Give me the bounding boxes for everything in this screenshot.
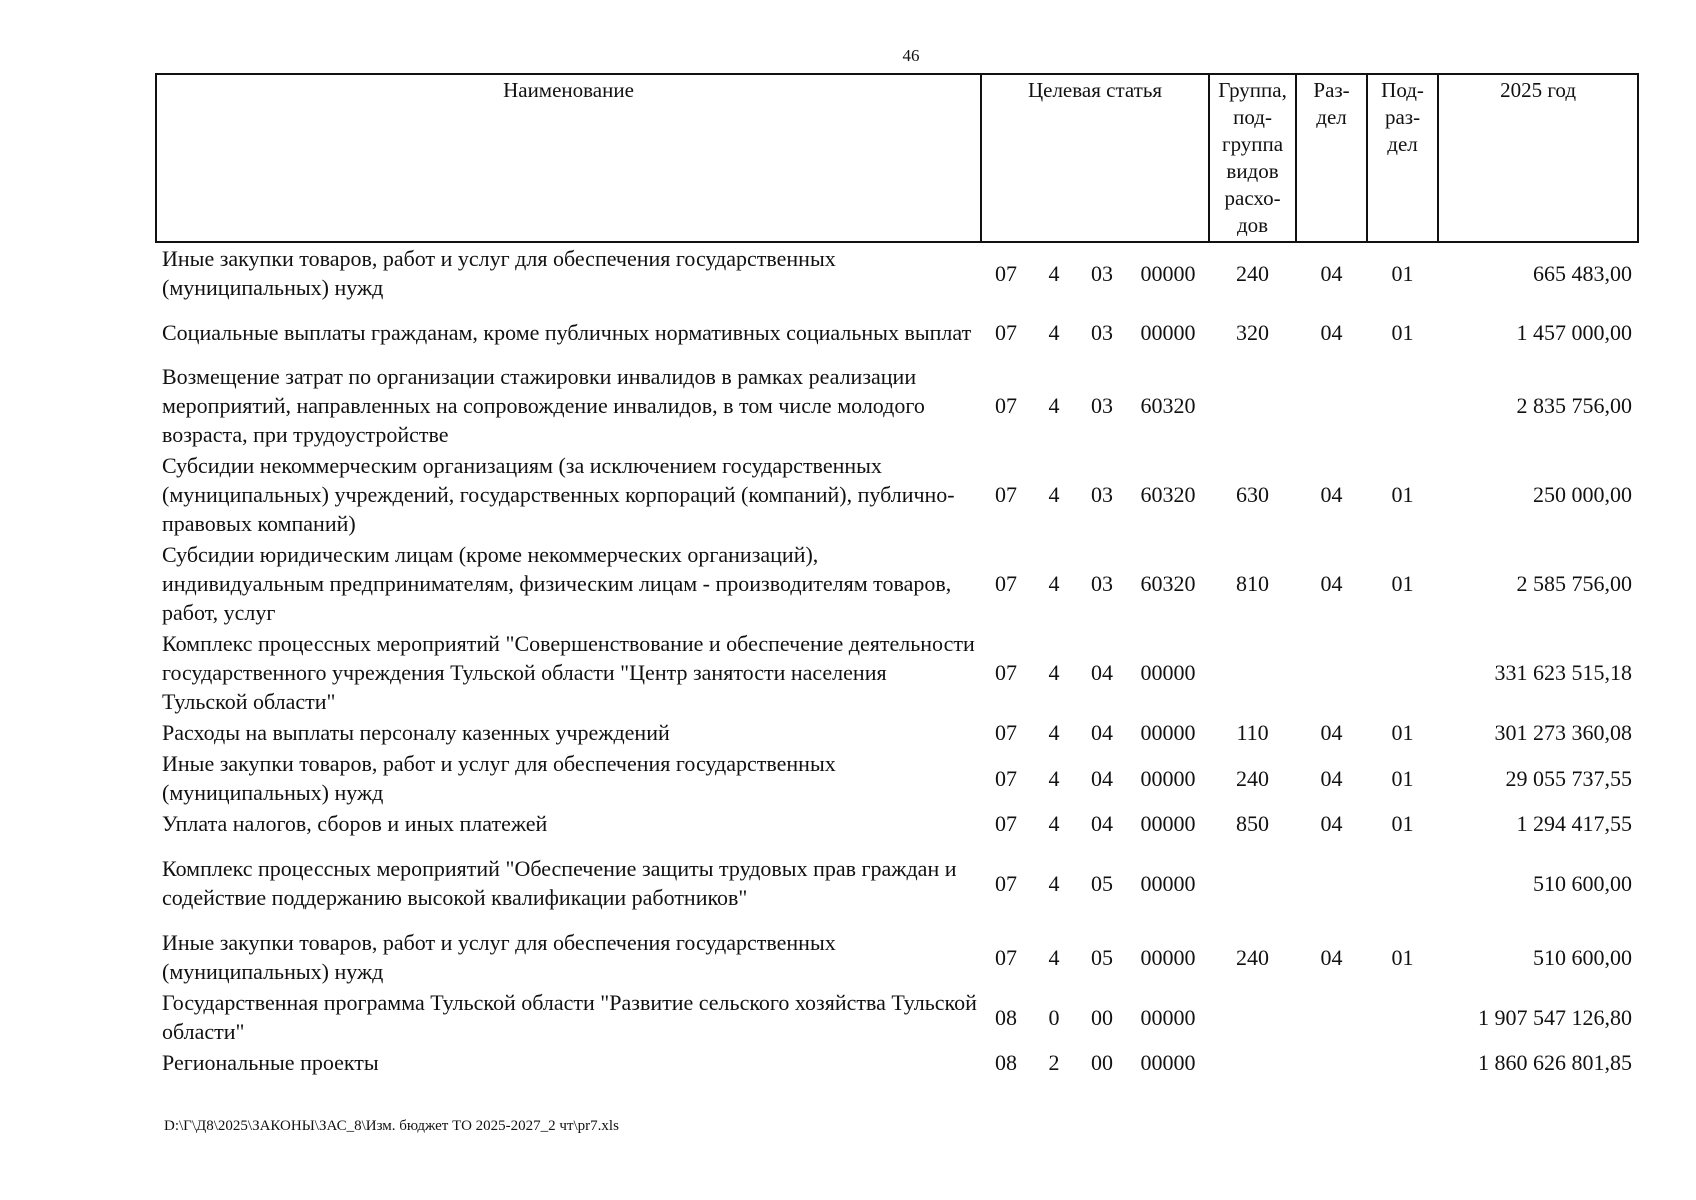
expense-group: 240 xyxy=(1236,260,1270,286)
section xyxy=(1296,839,1367,927)
target-subtype: 03 xyxy=(1091,260,1113,286)
table-row xyxy=(156,242,1638,303)
target-subtype: 04 xyxy=(1091,811,1113,836)
subsection xyxy=(1367,987,1438,1047)
subsection: 01 xyxy=(1391,482,1414,507)
target-type: 0 xyxy=(1048,1004,1060,1030)
amount: 2 835 756,00 xyxy=(1516,393,1633,418)
section xyxy=(1296,1047,1367,1078)
target-direction: 00000 xyxy=(1140,1004,1196,1030)
target-direction: 00000 xyxy=(1140,319,1196,345)
target-direction: 00000 xyxy=(1140,660,1196,685)
target-subtype: 03 xyxy=(1091,319,1113,345)
expense-group: 240 xyxy=(1236,944,1270,970)
header-section: Раз-дел xyxy=(1296,74,1367,242)
table-row xyxy=(156,1047,1638,1078)
table-row xyxy=(156,450,1638,539)
section: 04 xyxy=(1320,811,1343,836)
table-row xyxy=(156,808,1638,839)
target-type: 4 xyxy=(1048,944,1060,970)
table-row xyxy=(156,303,1638,361)
subsection: 01 xyxy=(1391,944,1414,970)
target-program: 07 xyxy=(995,319,1017,345)
footer-file-path: D:\Г\Д8\2025\ЗАКОНЫ\ЗАС_8\Изм. бюджет ТО 2025-2027_2 чт\pr7.xls xyxy=(164,1118,619,1134)
amount: 510 600,00 xyxy=(1533,870,1633,896)
subsection xyxy=(1367,839,1438,927)
target-direction: 00000 xyxy=(1140,765,1196,791)
target-program: 07 xyxy=(995,765,1017,791)
target-program: 07 xyxy=(995,944,1017,970)
subsection: 01 xyxy=(1391,765,1414,791)
subsection xyxy=(1367,628,1438,717)
row-name: Региональные проекты xyxy=(162,1050,379,1075)
row-name: Иные закупки товаров, работ и услуг для обеспечения государственных (муниципальных) нужд xyxy=(162,751,836,805)
table-row xyxy=(156,628,1638,717)
subsection: 01 xyxy=(1391,260,1414,286)
table-row xyxy=(156,987,1638,1047)
row-name: Государственная программа Тульской области "Развитие сельского хозяйства Тульской области" xyxy=(162,990,977,1044)
section: 04 xyxy=(1320,571,1343,596)
row-name: Уплата налогов, сборов и иных платежей xyxy=(162,811,548,836)
row-name: Комплекс процессных мероприятий "Обеспечение защиты трудовых прав граждан и содействие поддержанию высокой квалификации работников" xyxy=(162,856,957,910)
target-direction: 00000 xyxy=(1140,1050,1196,1075)
target-direction: 60320 xyxy=(1140,571,1196,596)
target-program: 07 xyxy=(995,393,1017,418)
amount: 665 483,00 xyxy=(1533,260,1633,286)
row-name: Иные закупки товаров, работ и услуг для обеспечения государственных (муниципальных) нужд xyxy=(162,930,836,984)
section: 04 xyxy=(1320,765,1343,791)
table-row xyxy=(156,839,1638,927)
subsection: 01 xyxy=(1391,319,1414,345)
amount: 301 273 360,08 xyxy=(1494,720,1633,745)
amount: 1 294 417,55 xyxy=(1516,811,1633,836)
page-number: 46 xyxy=(902,46,920,65)
target-subtype: 04 xyxy=(1091,660,1113,685)
target-type: 4 xyxy=(1048,482,1060,507)
target-program: 07 xyxy=(995,482,1017,507)
target-direction: 60320 xyxy=(1140,393,1196,418)
row-name: Субсидии некоммерческим организациям (за исключением государственных (муниципальных) учреждений, государственных корпораций (компаний), публично-правовых компаний) xyxy=(162,453,955,536)
subsection: 01 xyxy=(1391,571,1414,596)
row-name: Комплекс процессных мероприятий "Совершенствование и обеспечение деятельности государственного учреждения Тульской области "Центр занятости населения Тульской области" xyxy=(162,631,975,714)
expense-group xyxy=(1209,1047,1296,1078)
amount: 1 860 626 801,85 xyxy=(1478,1050,1633,1075)
target-direction: 60320 xyxy=(1140,482,1196,507)
target-program: 07 xyxy=(995,720,1017,745)
target-subtype: 04 xyxy=(1091,765,1113,791)
subsection: 01 xyxy=(1391,811,1414,836)
section: 04 xyxy=(1320,944,1343,970)
table-row xyxy=(156,927,1638,987)
target-program: 07 xyxy=(995,260,1017,286)
target-type: 4 xyxy=(1048,393,1060,418)
expense-group xyxy=(1209,987,1296,1047)
header-target-article: Целевая статья xyxy=(981,74,1209,242)
target-program: 07 xyxy=(995,571,1017,596)
target-type: 4 xyxy=(1048,571,1060,596)
section: 04 xyxy=(1320,319,1343,345)
target-type: 4 xyxy=(1048,720,1060,745)
subsection: 01 xyxy=(1391,720,1414,745)
amount: 331 623 515,18 xyxy=(1494,660,1633,685)
row-name: Иные закупки товаров, работ и услуг для обеспечения государственных (муниципальных) нужд xyxy=(162,246,836,300)
target-type: 4 xyxy=(1048,811,1060,836)
target-program: 08 xyxy=(995,1050,1017,1075)
header-row xyxy=(156,74,1638,242)
section xyxy=(1296,987,1367,1047)
amount: 1 907 547 126,80 xyxy=(1478,1004,1633,1030)
target-type: 4 xyxy=(1048,870,1060,896)
header-name: Наименование xyxy=(156,74,981,242)
target-program: 07 xyxy=(995,870,1017,896)
amount: 250 000,00 xyxy=(1533,482,1633,507)
table-row xyxy=(156,361,1638,450)
amount: 2 585 756,00 xyxy=(1516,571,1633,596)
amount: 29 055 737,55 xyxy=(1505,765,1633,791)
target-subtype: 05 xyxy=(1091,870,1113,896)
target-direction: 00000 xyxy=(1140,870,1196,896)
table-row xyxy=(156,539,1638,628)
section: 04 xyxy=(1320,720,1343,745)
row-name: Возмещение затрат по организации стажировки инвалидов в рамках реализации мероприятий, направленных на сопровождение инвалидов, в том числе молодого возраста, при трудоустройстве xyxy=(162,364,925,447)
section xyxy=(1296,361,1367,450)
row-name: Субсидии юридическим лицам (кроме некоммерческих организаций), индивидуальным предпринимателям, физическим лицам - производителям товаров, работ, услуг xyxy=(162,542,952,625)
subsection xyxy=(1367,361,1438,450)
target-subtype: 03 xyxy=(1091,482,1113,507)
amount: 510 600,00 xyxy=(1533,944,1633,970)
target-subtype: 04 xyxy=(1091,720,1113,745)
target-type: 4 xyxy=(1048,260,1060,286)
row-name: Расходы на выплаты персоналу казенных учреждений xyxy=(162,720,670,745)
target-subtype: 05 xyxy=(1091,944,1113,970)
target-subtype: 03 xyxy=(1091,571,1113,596)
expense-group xyxy=(1209,839,1296,927)
expense-group: 110 xyxy=(1236,720,1269,745)
section xyxy=(1296,628,1367,717)
target-direction: 00000 xyxy=(1140,260,1196,286)
budget-table xyxy=(155,73,1639,1078)
target-program: 08 xyxy=(995,1004,1017,1030)
target-type: 4 xyxy=(1048,319,1060,345)
target-subtype: 00 xyxy=(1091,1004,1113,1030)
target-subtype: 00 xyxy=(1091,1050,1113,1075)
table-row xyxy=(156,717,1638,748)
target-type: 4 xyxy=(1048,765,1060,791)
header-year: 2025 год xyxy=(1438,74,1638,242)
section: 04 xyxy=(1320,260,1343,286)
expense-group: 630 xyxy=(1236,482,1270,507)
target-direction: 00000 xyxy=(1140,720,1196,745)
target-type: 2 xyxy=(1048,1050,1060,1075)
header-subsection: Под-раз-дел xyxy=(1367,74,1438,242)
target-direction: 00000 xyxy=(1140,944,1196,970)
header-expense-group: Группа, под-группа видов расхо-дов xyxy=(1209,74,1296,242)
target-type: 4 xyxy=(1048,660,1060,685)
target-program: 07 xyxy=(995,660,1017,685)
table-row xyxy=(156,748,1638,808)
expense-group xyxy=(1209,628,1296,717)
subsection xyxy=(1367,1047,1438,1078)
expense-group: 850 xyxy=(1236,811,1270,836)
row-name: Социальные выплаты гражданам, кроме публичных нормативных социальных выплат xyxy=(162,319,972,345)
expense-group: 320 xyxy=(1236,319,1270,345)
amount: 1 457 000,00 xyxy=(1516,319,1633,345)
section: 04 xyxy=(1320,482,1343,507)
target-direction: 00000 xyxy=(1140,811,1196,836)
expense-group xyxy=(1209,361,1296,450)
expense-group: 810 xyxy=(1236,571,1270,596)
expense-group: 240 xyxy=(1236,765,1270,791)
target-program: 07 xyxy=(995,811,1017,836)
target-subtype: 03 xyxy=(1091,393,1113,418)
